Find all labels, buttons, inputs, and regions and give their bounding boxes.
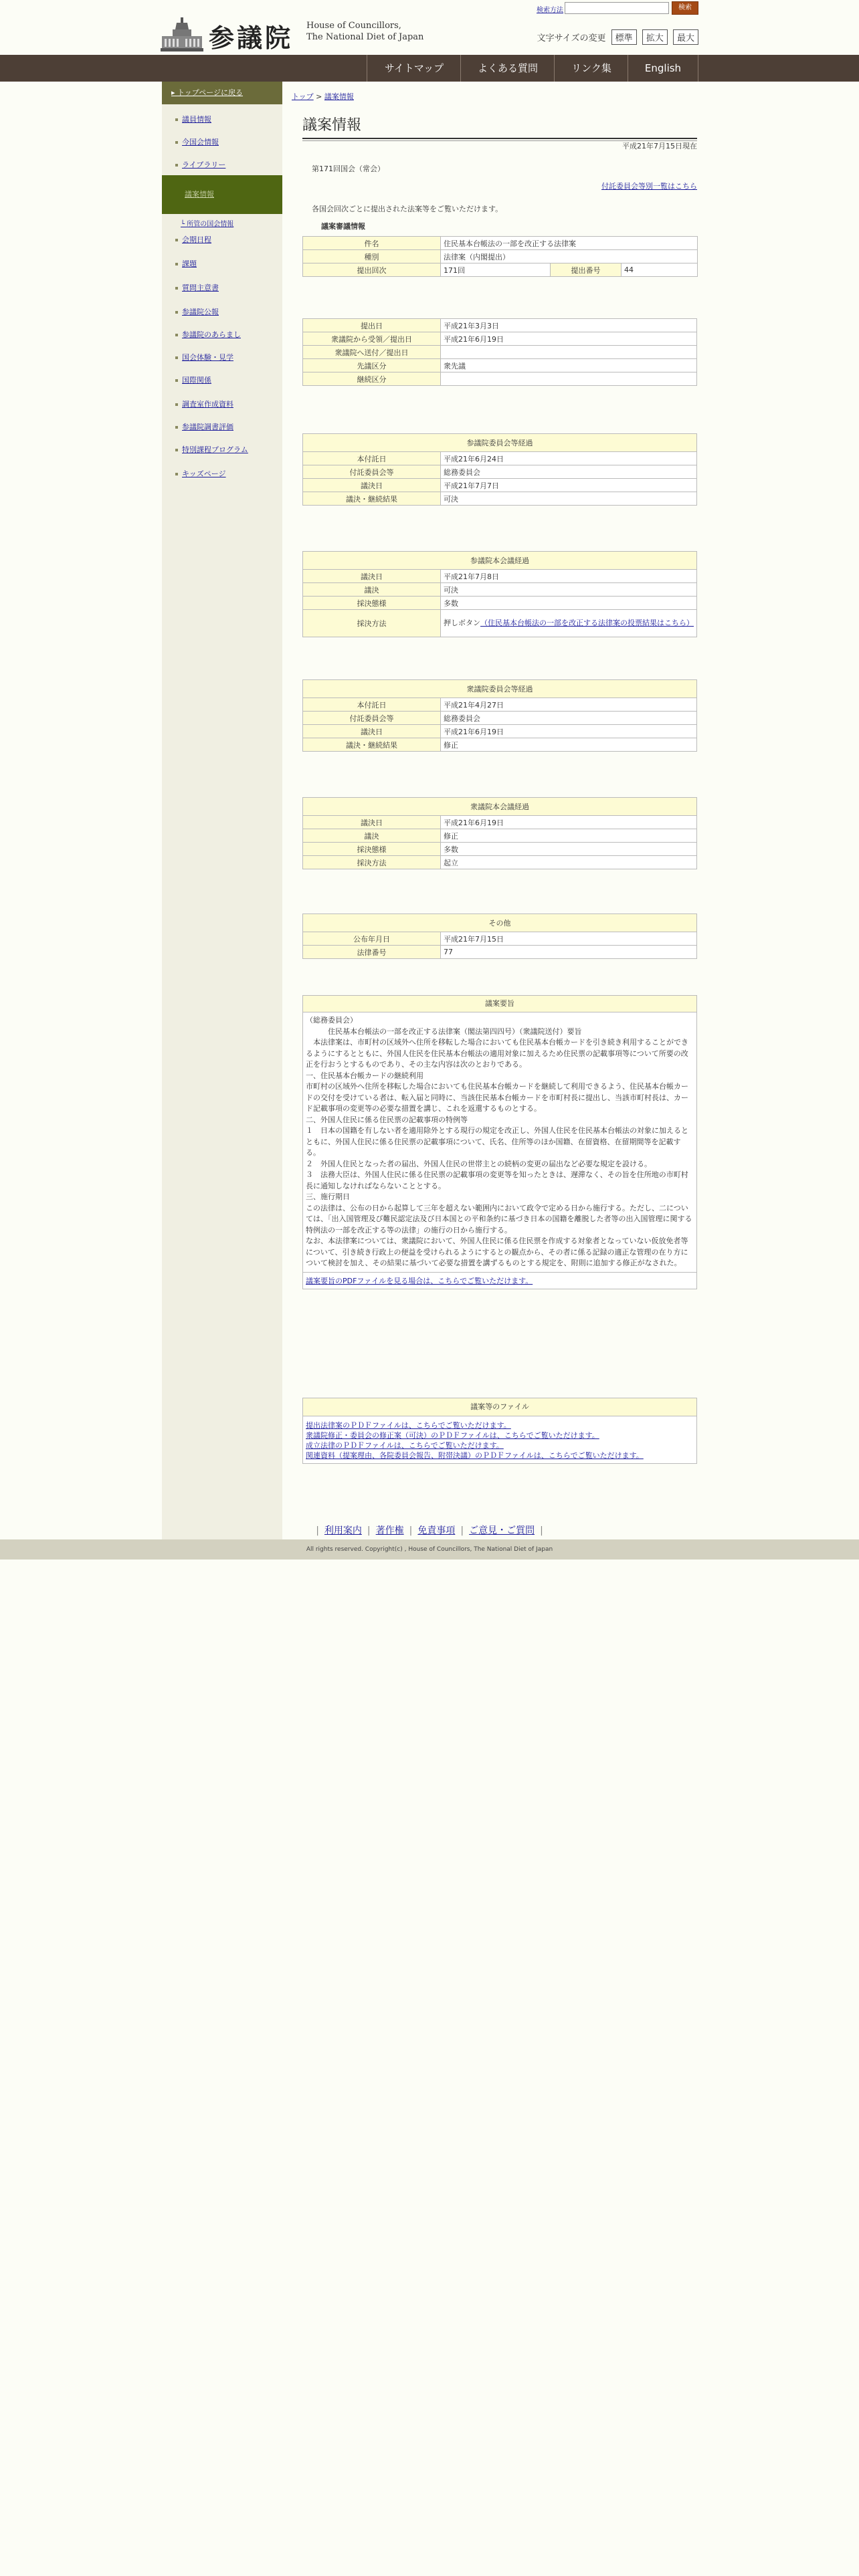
table-value (441, 346, 697, 359)
bullet-icon (175, 263, 178, 265)
search-button[interactable]: 検索 (672, 1, 698, 15)
breadcrumb-top[interactable]: トップ (292, 92, 314, 101)
submission-table (302, 318, 697, 386)
table-row (303, 319, 697, 332)
breadcrumb-separator: > (316, 92, 324, 101)
table-label: 公布年月日 (303, 932, 441, 946)
table-row (303, 698, 697, 712)
table-label: 議決日 (303, 479, 441, 492)
table-row (303, 738, 697, 752)
table-title: 参議院本会議経過 (303, 552, 697, 570)
table-label: 提出回次 (303, 263, 441, 277)
footer-feedback[interactable]: ご意見・ご質問 (469, 1525, 535, 1536)
nav-sitemap[interactable]: サイトマップ (367, 55, 461, 82)
sidebar-item[interactable] (175, 352, 233, 362)
sidebar-subitem[interactable] (181, 218, 233, 228)
breadcrumb (292, 91, 354, 102)
sidebar-top-label: トップページに戻る (177, 88, 244, 97)
breadcrumb-current[interactable]: 議案情報 (324, 92, 354, 101)
table-label: 本付託日 (303, 452, 441, 465)
table-row (303, 597, 697, 610)
table-label: 法律番号 (303, 946, 441, 959)
table-label: 提出日 (303, 319, 441, 332)
table-value: 平成21年7月7日 (441, 479, 697, 492)
arrow-icon: ▸ (171, 88, 178, 97)
summary-pdf-link[interactable]: 議案要旨のPDFファイルを見る場合は、こちらでご覧いただけます。 (306, 1276, 533, 1285)
table-label: 採決態様 (303, 597, 441, 610)
table-label: 議決日 (303, 570, 441, 583)
table-label: 継続区分 (303, 372, 441, 386)
sidebar-item[interactable] (175, 421, 233, 432)
table-label: 議決日 (303, 816, 441, 829)
table-value: 平成21年3月3日 (441, 319, 697, 332)
font-size-standard-button[interactable]: 標準 (611, 29, 637, 45)
bullet-icon (175, 239, 178, 241)
bill-files-box (302, 1398, 697, 1464)
table-label: 種別 (303, 250, 441, 263)
site-logo[interactable] (161, 13, 442, 55)
other-table (302, 914, 697, 959)
table-header-row (303, 680, 697, 698)
table-header-row (303, 434, 697, 452)
sidebar-item[interactable] (175, 374, 211, 385)
table-value: 平成21年6月19日 (441, 332, 697, 346)
table-row (303, 492, 697, 506)
table-label: 議決・継続結果 (303, 738, 441, 752)
sidebar-item-label: 国会体験・見学 (182, 353, 233, 362)
table-value: 平成21年7月8日 (441, 570, 697, 583)
sidebar-item-label: 議員情報 (182, 115, 211, 124)
table-row (303, 250, 698, 263)
sidebar-item-label: 今国会情報 (182, 138, 219, 146)
table-value: 多数 (441, 843, 697, 856)
table-label: 議決日 (303, 725, 441, 738)
table-value: 修正 (441, 738, 697, 752)
file-link-submitted-bill[interactable]: 提出法律案のＰＤＦファイルは、こちらでご覧いただけます。 (306, 1421, 511, 1430)
file-link-related-materials[interactable]: 関連資料（提案理由、各院委員会報告、附帯決議）のＰＤＦファイルは、こちらでご覧いただけます。 (306, 1451, 644, 1460)
font-size-label: 文字サイズの変更 (537, 33, 606, 43)
table-row (303, 332, 697, 346)
table-label: 提出番号 (551, 263, 622, 277)
files-title: 議案等のファイル (303, 1398, 696, 1416)
table-value: 総務委員会 (441, 465, 697, 479)
table-label: 採決方法 (303, 610, 441, 637)
bill-name: 住民基本台帳法の一部を改正する法律案 (441, 237, 698, 250)
bullet-icon (175, 379, 178, 382)
sidebar-item-library[interactable] (175, 159, 225, 170)
table-row (303, 610, 697, 637)
table-row (303, 372, 697, 386)
sidebar-item[interactable] (175, 329, 241, 340)
table-title: 参議院委員会等経過 (303, 434, 697, 452)
table-title: その他 (303, 914, 697, 932)
bullet-icon (175, 403, 178, 406)
sangiin-committee-table (302, 433, 697, 506)
table-label: 衆議院から受領／提出日 (303, 332, 441, 346)
footer-disclaimer[interactable]: 免責事項 (417, 1525, 456, 1536)
table-value: 平成21年6月24日 (441, 452, 697, 465)
sidebar-item-label: 質問主意書 (182, 284, 219, 292)
sidebar-item[interactable] (175, 468, 226, 479)
table-label: 本付託日 (303, 698, 441, 712)
footer-separator: | (316, 1525, 319, 1536)
table-row (303, 583, 697, 597)
nav-links[interactable]: リンク集 (554, 55, 628, 82)
table-label: 衆議院へ送付／提出日 (303, 346, 441, 359)
page-title: 議案情報 (302, 117, 362, 134)
search-method-link[interactable]: 検索方法 (537, 7, 563, 14)
table-title: 衆議院本会議経過 (303, 798, 697, 816)
sidebar-item[interactable] (175, 306, 219, 317)
table-value (441, 372, 697, 386)
sidebar-item-label: 参議院のあらまし (182, 330, 241, 339)
table-value: 総務委員会 (441, 712, 697, 725)
logo-english-line2: The National Diet of Japan (306, 32, 424, 42)
basic-info-table (302, 236, 698, 277)
table-row (303, 843, 697, 856)
table-value: 平成21年6月19日 (441, 725, 697, 738)
table-row (303, 932, 697, 946)
table-value: 平成21年7月15日 (441, 932, 697, 946)
vote-result-link[interactable]: （住民基本台帳法の一部を改正する法律案の投票結果はこちら） (480, 619, 694, 627)
sidebar-item-label: ライブラリー (182, 160, 226, 169)
table-label: 採決態様 (303, 843, 441, 856)
search-input[interactable] (565, 2, 669, 14)
table-row (303, 725, 697, 738)
footer-separator: | (540, 1525, 543, 1536)
sidebar-item-label: 参議院公報 (182, 308, 219, 316)
sidebar-item-label: 課題 (182, 259, 197, 268)
font-size-controls (537, 29, 698, 45)
logo-english (306, 20, 423, 43)
section-heading: 議案審議情報 (321, 222, 365, 231)
footer-usage-guide[interactable]: 利用案内 (324, 1525, 362, 1536)
intro-text: 各国会回次ごとに提出された法案等をご覧いただけます。 (312, 205, 503, 213)
sidebar-item[interactable] (175, 234, 211, 245)
table-header-row (303, 552, 697, 570)
table-value: 修正 (441, 829, 697, 843)
vote-method-text: 押しボタン (444, 619, 480, 627)
table-row (303, 856, 697, 869)
table-value: 平成21年6月19日 (441, 816, 697, 829)
sidebar-item-label: 参議院調書評価 (182, 423, 233, 431)
table-value: 77 (441, 946, 697, 959)
bill-type: 法律案（内閣提出） (441, 250, 698, 263)
font-size-max-button[interactable]: 最大 (673, 29, 698, 45)
sidebar-item-bills-active[interactable] (162, 175, 282, 214)
bullet-icon (175, 311, 178, 314)
table-label: 議決 (303, 829, 441, 843)
sidebar-item-label: 国際関係 (182, 376, 211, 385)
logo-title: 参議院 (209, 23, 294, 53)
bullet-icon (175, 287, 178, 290)
session-label: 第171回国会（常会） (312, 165, 385, 173)
sidebar-item-label: 特別課程プログラム (182, 445, 248, 454)
as-of-date: 平成21年7月15日現在 (622, 142, 697, 150)
bullet-icon (175, 426, 178, 429)
copyright-bar: All rights reserved. Copyright(c) , House of Councillors, The National Diet of Japan (0, 1539, 859, 1560)
summary-title: 議案要旨 (303, 996, 696, 1012)
sidebar (162, 82, 282, 1539)
font-size-large-button[interactable]: 拡大 (642, 29, 668, 45)
table-label: 先議区分 (303, 359, 441, 372)
bullet-icon (175, 118, 178, 121)
table-row (303, 479, 697, 492)
table-row (303, 816, 697, 829)
table-row (303, 570, 697, 583)
table-row (303, 346, 697, 359)
diet-building-icon (161, 16, 203, 53)
committee-list-link[interactable]: 付託委員会等別一覧はこちら (601, 182, 697, 191)
table-row (303, 712, 697, 725)
sidebar-item[interactable] (175, 399, 233, 409)
footer-copyright-link[interactable]: 著作権 (375, 1525, 404, 1536)
sidebar-item-current-session[interactable] (175, 136, 219, 147)
bullet-icon (175, 164, 178, 167)
logo-english-line1: House of Councillors, (306, 21, 401, 31)
table-value: 可決 (441, 583, 697, 597)
sidebar-item-members[interactable] (175, 114, 211, 124)
table-label: 採決方法 (303, 856, 441, 869)
table-row (303, 452, 697, 465)
footer-separator: | (367, 1525, 371, 1536)
shugiin-committee-table (302, 679, 697, 752)
table-value: 平成21年4月27日 (441, 698, 697, 712)
footer-separator: | (409, 1525, 413, 1536)
bullet-icon (175, 334, 178, 336)
submission-number: 44 (622, 263, 698, 277)
header (161, 0, 698, 55)
sidebar-top-link[interactable] (162, 82, 282, 104)
sidebar-item-label: 会期日程 (182, 235, 211, 244)
sidebar-item-label: 調査室作成資料 (182, 400, 233, 409)
shugiin-plenary-table (302, 797, 697, 869)
submission-session: 171回 (441, 263, 551, 277)
nav-english[interactable]: English (628, 55, 698, 82)
nav-faq[interactable]: よくある質問 (460, 55, 555, 82)
sidebar-item-label: 所管の国会情報 (187, 221, 234, 228)
bullet-icon (175, 449, 178, 451)
files-list (303, 1416, 696, 1463)
table-row (303, 359, 697, 372)
table-value: 衆先議 (441, 359, 697, 372)
table-label: 議決 (303, 583, 441, 597)
sidebar-item[interactable] (175, 258, 197, 269)
table-row (303, 829, 697, 843)
table-value: 多数 (441, 597, 697, 610)
summary-pdf-row (303, 1272, 696, 1289)
table-label: 議決・継続結果 (303, 492, 441, 506)
corner-icon: └ (181, 221, 187, 228)
table-value: 可決 (441, 492, 697, 506)
bullet-icon (175, 356, 178, 359)
table-label: 付託委員会等 (303, 712, 441, 725)
file-link-enacted-law[interactable]: 成立法律のＰＤＦファイルは、こちらでご覧いただけます。 (306, 1441, 504, 1450)
sidebar-item-label: キッズページ (182, 469, 226, 478)
file-link-amendment[interactable]: 衆議院修正・委員会の修正案（可決）のＰＤＦファイルは、こちらでご覧いただけます。 (306, 1431, 599, 1440)
bullet-icon (175, 141, 178, 144)
table-row (303, 237, 698, 250)
table-row (303, 465, 697, 479)
table-title: 衆議院委員会等経過 (303, 680, 697, 698)
sidebar-item[interactable] (175, 282, 219, 293)
table-row (303, 263, 698, 277)
table-label: 件名 (303, 237, 441, 250)
sangiin-plenary-table (302, 551, 697, 637)
table-value: 起立 (441, 856, 697, 869)
table-header-row (303, 798, 697, 816)
vote-method (441, 610, 697, 637)
footer-separator: | (460, 1525, 464, 1536)
global-nav (0, 55, 859, 82)
table-label: 付託委員会等 (303, 465, 441, 479)
bullet-icon (175, 473, 178, 475)
summary-text: （総務委員会） 住民基本台帳法の一部を改正する法律案（閣法第四四号）（衆議院送付）要旨 本法律案は、市町村の区域外へ住所を移転した場合においても住民基本台帳カードを引き続き利用することができるようにするとともに、外国人住民を住民基本台帳法の適用対象に加えるため住民票の記載事項等について所要の改正を行おうとするものであり、その主な内容は次のとおりである。 一、住民基本台帳カードの継続利用 市町村の区域外へ住所を移転した場合においても住民基本台帳カードを継続して利用できるよう、住民基本台帳カードの交付を受けている者は、転入届と同時に、当該住民基本台帳カードを市町村長に提出し、当該市町村長は、カード記載事項の変更等の必要な措置を講じ、これを返還するものとする。 二、外国人住民に係る住民票の記載事項の特例等 １ 日本の国籍を有しない者を適用除外とする現行の規定を改正し、外国人住民を住民基本台帳法の対象に加えるとともに、外国人住民に係る住民票の記載事項について、氏名、住所等のほか国籍、在留資格、在留期間等を記載する。 ２ 外国人住民となった者の届出、外国人住民の世帯主との続柄の変更の届出など必要な規定を設ける。 ３ 法務大臣は、外国人住民に係る住民票の記載事項の変更等を知ったときは、遅滞なく、その旨を住所地の市町村長に通知しなければならないこととする。 三、施行期日 この法律は、公布の日から起算して三年を超えない範囲内において政令で定める日から施行する。ただし、二については、「出入国管理及び難民認定法及び日本国との平和条約に基づき日本の国籍を離脱した者等の出入国管理に関する特例法の一部を改正する等の法律」の施行の日から施行する。 なお、本法律案については、衆議院において、外国人住民に係る住民票を作成する対象者となっていない仮放免者等について、引き続き行政上の便益を受けられるようにするとの観点から、その者に係る記録の適正な管理の在り方について検討を加え、その結果に基づいて必要な措置を講ずるものとする規定を、附則に追加する修正がなされた。 (306, 1016, 692, 1267)
table-row (303, 946, 697, 959)
table-header-row (303, 914, 697, 932)
sidebar-item[interactable] (175, 444, 248, 455)
bill-summary-box (302, 995, 697, 1289)
sidebar-active-label: 議案情報 (185, 190, 214, 199)
footer-links (0, 1523, 859, 1537)
